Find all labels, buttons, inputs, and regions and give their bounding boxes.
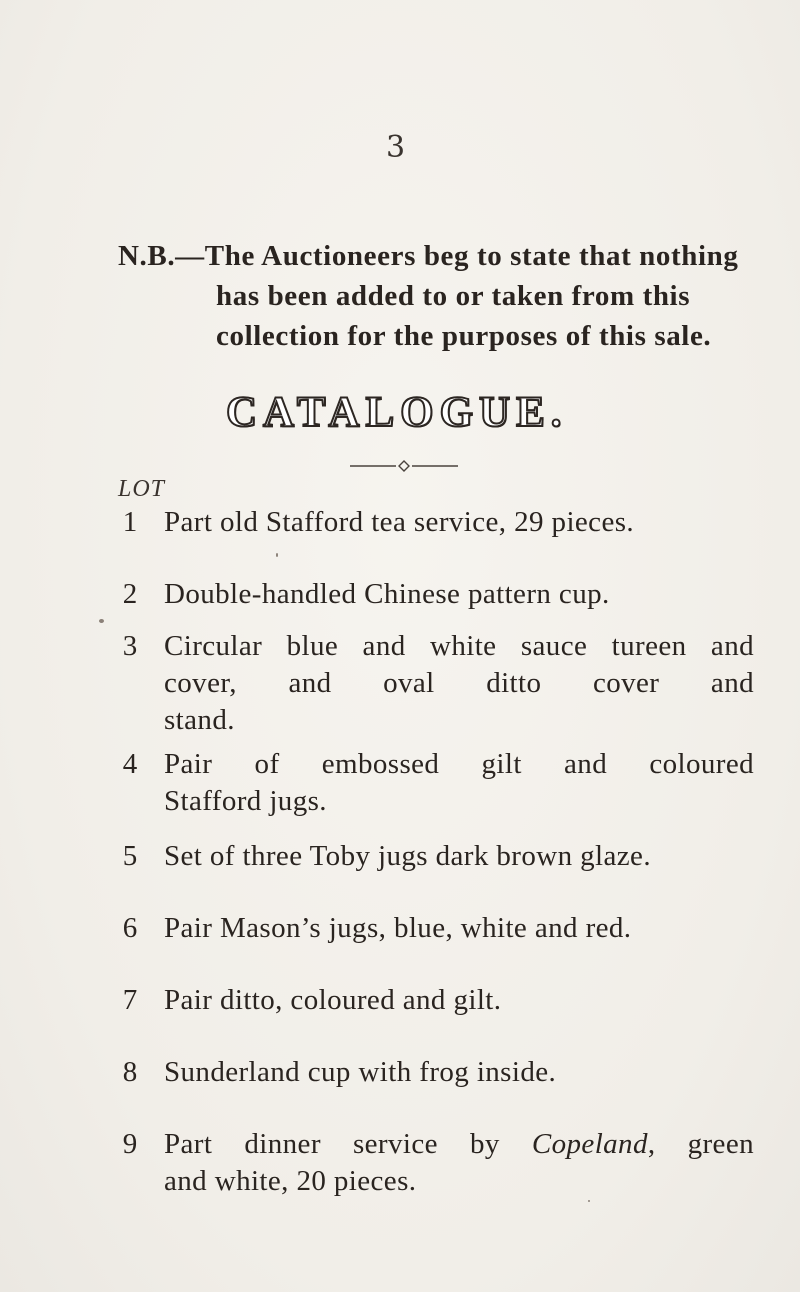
lot-description-line: Sunderland cup with frog inside. (164, 1056, 557, 1088)
lot-description-segment: , green (647, 1128, 754, 1160)
ornament-divider-icon (344, 458, 464, 474)
lot-description-segment: Part dinner service by (164, 1128, 532, 1160)
lot-number: 8 (122, 1056, 138, 1088)
lot-column-label: LOT (118, 476, 166, 502)
paper-speck (99, 619, 104, 623)
lot-number: 6 (122, 912, 138, 944)
lot-number: 7 (122, 984, 138, 1016)
lot-description-line: Pair of embossed gilt and coloured (164, 748, 754, 780)
auctioneers-notice (118, 236, 738, 356)
lot-number: 9 (122, 1128, 138, 1160)
lot-description-line: and white, 20 pieces. (164, 1165, 417, 1197)
lot-description (164, 746, 754, 820)
lot-number: 4 (122, 748, 138, 780)
lot-number: 5 (122, 840, 138, 872)
lot-description (164, 1054, 754, 1091)
lot-description (164, 838, 754, 875)
lot-description-line: stand. (164, 704, 235, 736)
lot-description-line: Part old Stafford tea service, 29 pieces. (164, 506, 635, 538)
notice-line-2: has been added to or taken from this (216, 280, 691, 312)
lot-description (164, 628, 754, 739)
lot-description-line: Circular blue and white sauce tureen and (164, 630, 754, 662)
lot-description (164, 504, 754, 541)
page-number: 3 (386, 130, 406, 165)
lot-description-line-composite (164, 1126, 754, 1163)
lot-description-line: Pair Mason’s jugs, blue, white and red. (164, 912, 632, 944)
lot-description-line: Stafford jugs. (164, 785, 327, 817)
lot-number: 3 (122, 630, 138, 662)
paper-speck (276, 553, 278, 557)
lot-description-line: cover, and oval ditto cover and (164, 667, 754, 699)
lot-number: 2 (122, 578, 138, 610)
lot-description (164, 910, 754, 947)
lot-number: 1 (122, 506, 138, 538)
lot-description-line: Double-handled Chinese pattern cup. (164, 578, 610, 610)
lot-description (164, 982, 754, 1019)
catalogue-heading: CATALOGUE. (226, 389, 568, 436)
maker-name: Copeland (531, 1128, 648, 1160)
lot-description-line: Pair ditto, coloured and gilt. (164, 984, 502, 1016)
paper-speck (588, 1200, 590, 1202)
lot-description-line: Set of three Toby jugs dark brown glaze. (164, 840, 651, 872)
notice-line-1: N.B.—The Auctioneers beg to state that nothing (118, 240, 739, 272)
lot-description (164, 1126, 754, 1200)
notice-line-3: collection for the purposes of this sale. (216, 320, 712, 352)
lot-description (164, 576, 754, 613)
